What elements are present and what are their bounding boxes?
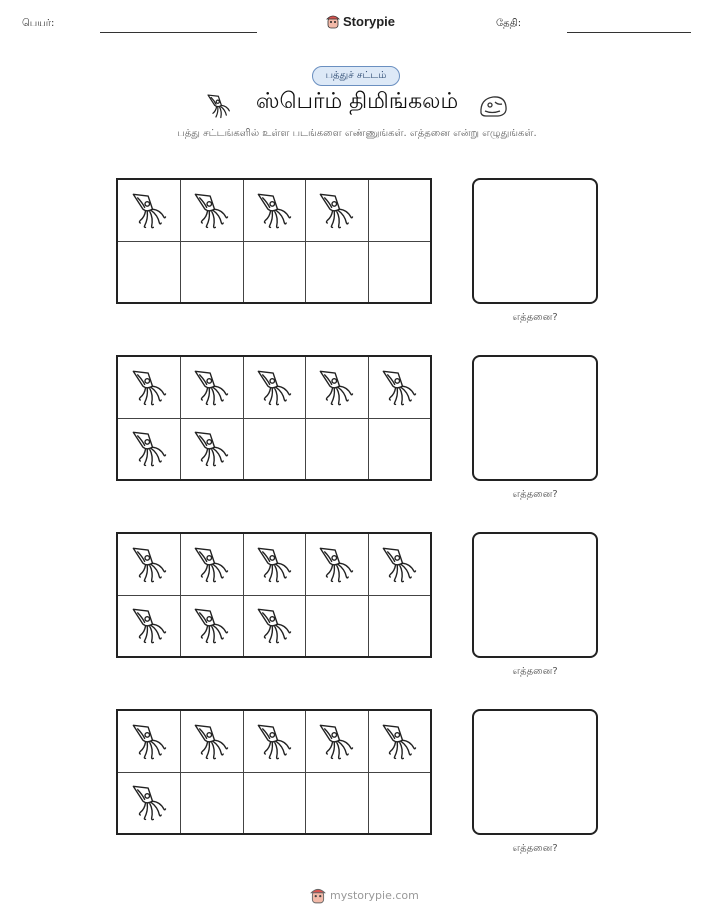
- storypie-mascot-icon: [310, 886, 326, 904]
- squid-icon: [191, 544, 231, 588]
- footer-url: mystorypie.com: [330, 888, 419, 902]
- frame-cell: [118, 772, 181, 834]
- squid-icon: [254, 721, 294, 765]
- frame-cell: [243, 534, 306, 596]
- frame-cell: [368, 534, 431, 596]
- frame-cell: [243, 772, 306, 834]
- squid-icon: [129, 190, 169, 234]
- frame-cell: [305, 241, 368, 303]
- squid-icon: [379, 544, 419, 588]
- frame-cell: [243, 711, 306, 773]
- squid-icon: [316, 190, 356, 234]
- squid-icon: [191, 721, 231, 765]
- squid-icon: [191, 428, 231, 472]
- squid-icon: [191, 367, 231, 411]
- frame-cell: [305, 772, 368, 834]
- squid-icon: [316, 544, 356, 588]
- squid-icon: [129, 367, 169, 411]
- frame-cell: [368, 357, 431, 419]
- ten-frame: [116, 178, 432, 304]
- squid-icon: [379, 367, 419, 411]
- frame-cell: [180, 534, 243, 596]
- ten-frame: [116, 532, 432, 658]
- frame-cell: [305, 357, 368, 419]
- squid-icon: [191, 190, 231, 234]
- frame-cell: [118, 418, 181, 480]
- answer-label: எத்தனை?: [512, 843, 558, 854]
- frame-cell: [243, 241, 306, 303]
- worksheet-title: ஸ்பெர்ம் திமிங்கலம்: [255, 89, 459, 114]
- squid-icon: [129, 605, 169, 649]
- frame-cell: [118, 180, 181, 242]
- frame-cell: [180, 595, 243, 657]
- frame-cell: [180, 772, 243, 834]
- frame-cell: [243, 180, 306, 242]
- frame-cell: [243, 357, 306, 419]
- frame-cell: [118, 711, 181, 773]
- answer-box[interactable]: [472, 709, 598, 835]
- frame-cell: [305, 534, 368, 596]
- frame-cell: [180, 180, 243, 242]
- squid-icon: [254, 367, 294, 411]
- footer: [310, 886, 419, 904]
- brand-name: Storypie: [343, 13, 396, 29]
- frame-cell: [118, 357, 181, 419]
- frame-cell: [180, 241, 243, 303]
- frame-cell: [368, 772, 431, 834]
- whale-icon: [478, 93, 508, 119]
- frame-cell: [368, 241, 431, 303]
- frame-cell: [180, 418, 243, 480]
- squid-icon: [254, 544, 294, 588]
- squid-icon: [316, 721, 356, 765]
- frame-cell: [118, 534, 181, 596]
- answer-label: எத்தனை?: [512, 312, 558, 323]
- frame-cell: [243, 595, 306, 657]
- frame-cell: [305, 711, 368, 773]
- frame-cell: [368, 595, 431, 657]
- squid-icon: [316, 367, 356, 411]
- squid-icon: [129, 721, 169, 765]
- frame-cell: [180, 711, 243, 773]
- squid-icon: [254, 605, 294, 649]
- frame-cell: [305, 418, 368, 480]
- frame-cell: [118, 595, 181, 657]
- answer-label: எத்தனை?: [512, 489, 558, 500]
- frame-cell: [180, 357, 243, 419]
- frame-cell: [243, 418, 306, 480]
- date-line[interactable]: [567, 32, 691, 33]
- frame-cell: [368, 711, 431, 773]
- ten-frame: [116, 355, 432, 481]
- frame-cell: [368, 180, 431, 242]
- squid-icon: [129, 782, 169, 826]
- squid-icon: [379, 721, 419, 765]
- brand-logo: [326, 13, 395, 29]
- date-label: தேதி:: [496, 18, 522, 29]
- squid-icon: [191, 605, 231, 649]
- answer-label: எத்தனை?: [512, 666, 558, 677]
- name-line[interactable]: [100, 32, 257, 33]
- frame-cell: [305, 595, 368, 657]
- frame-cell: [118, 241, 181, 303]
- answer-box[interactable]: [472, 532, 598, 658]
- ten-frame: [116, 709, 432, 835]
- squid-icon: [254, 190, 294, 234]
- answer-box[interactable]: [472, 178, 598, 304]
- answer-box[interactable]: [472, 355, 598, 481]
- worksheet-type-badge: பத்துச் சட்டம்: [312, 66, 400, 86]
- name-label: பெயர்:: [22, 18, 55, 29]
- instructions: பத்து சட்டங்களில் உள்ள படங்களை எண்ணுங்கள். எத்தனை என்று எழுதுங்கள்.: [177, 128, 537, 139]
- squid-icon: [129, 428, 169, 472]
- frame-cell: [305, 180, 368, 242]
- storypie-mascot-icon: [326, 13, 340, 29]
- squid-icon: [129, 544, 169, 588]
- frame-cell: [368, 418, 431, 480]
